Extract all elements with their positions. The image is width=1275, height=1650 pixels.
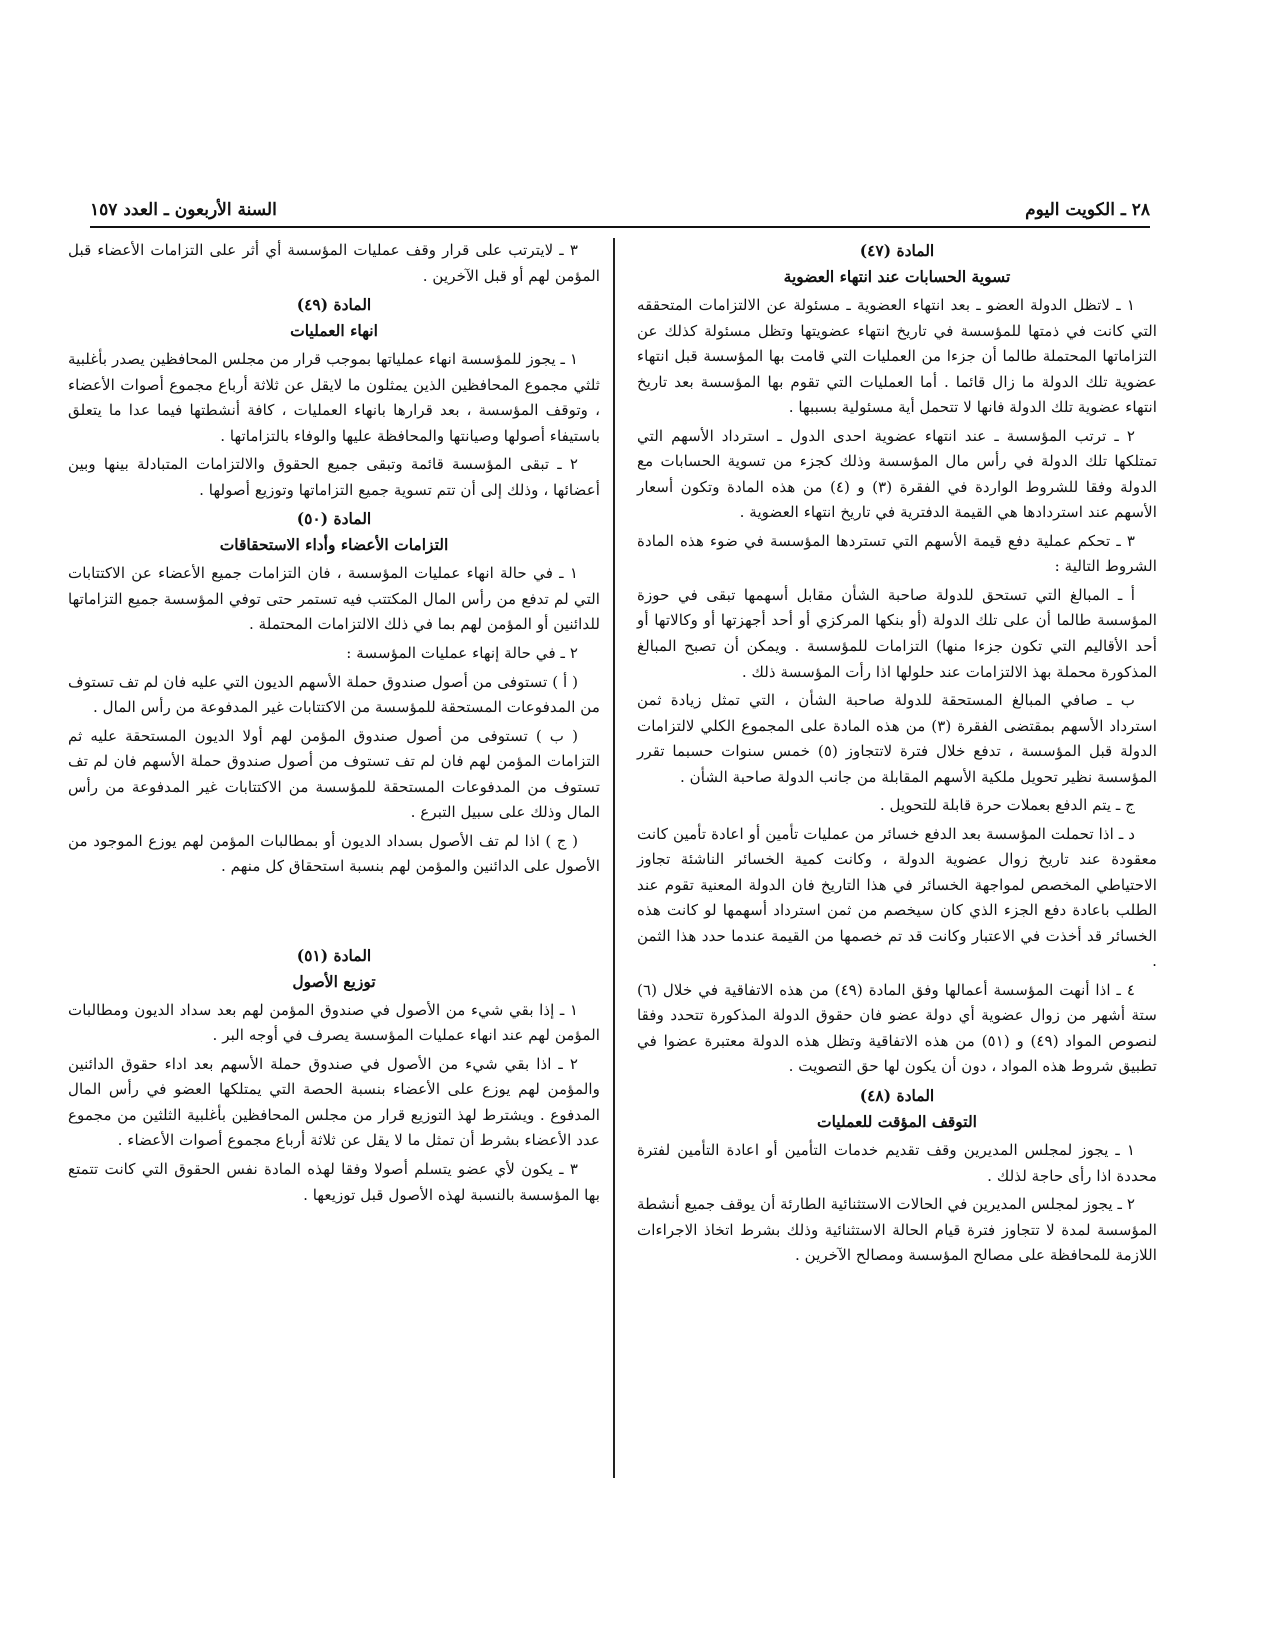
article-48-title: التوقف المؤقت للعمليات bbox=[816, 1112, 977, 1132]
article-48-para-2: ٢ ـ يجوز لمجلس المديرين في الحالات الاستثنائية الطارئة أن يوقف جميع أنشطة المؤسسة لمدة لا تتجاوز فترة قيام الحالة الاستثنائية وذلك بشرط اتخاذ الاجراءات اللازمة للمحافظة على مصالح المؤسسة ومصالح الآخرين . bbox=[637, 1195, 1157, 1265]
article-47-title: تسوية الحسابات عند انتهاء العضوية bbox=[783, 267, 1011, 287]
article-51-title: توزيع الأصول bbox=[292, 971, 376, 991]
article-50-para-2a: ( أ ) تستوفى من أصول صندوق حملة الأسهم الديون التي عليه فان لم تف تستوف من المدفوعات المستحقة للمؤسسة من الاكتتابات غير المدفوعة من رأس المال . bbox=[68, 672, 600, 717]
column-divider bbox=[613, 238, 615, 1478]
article-47-para-2: ٢ ـ ترتب المؤسسة ـ عند انتهاء عضوية احدى الدول ـ استرداد الأسهم التي تمتلكها تلك الدولة في رأس مال المؤسسة وذلك كجزء من تسوية الحسابات مع الدولة وفقا للشروط الواردة في الفقرة (٣) و (٤) من هذه المادة وتكون أسعار الأسهم عند استردادها هي القيمة الدفترية في تاريخ انتهاء العضوية . bbox=[637, 426, 1157, 522]
article-51-number: المادة (٥١) bbox=[296, 945, 372, 965]
blank-space bbox=[68, 883, 600, 943]
article-48-para-1: ١ ـ يجوز لمجلس المديرين وقف تقديم خدمات التأمين أو اعادة التأمين لفترة محددة اذا رأى حاجة لذلك . bbox=[637, 1141, 1157, 1185]
article-48-para-3: ٣ ـ لايترتب على قرار وقف عمليات المؤسسة أي أثر على التزامات الأعضاء قبل المؤمن لهم أو قبل الآخرين . bbox=[68, 241, 600, 285]
article-49-para-2: ٢ ـ تبقى المؤسسة قائمة وتبقى جميع الحقوق والالتزامات المتبادلة بينها وبين أعضائها ، وذلك إلى أن تتم تسوية جميع التزاماتها وتوزيع أصولها . bbox=[68, 455, 600, 499]
article-47-para-3c: ج ـ يتم الدفع بعملات حرة قابلة للتحويل . bbox=[879, 796, 1135, 815]
article-47-para-3: ٣ ـ تحكم عملية دفع قيمة الأسهم التي تستردها المؤسسة في ضوء هذه المادة الشروط التالية : bbox=[637, 531, 1157, 576]
year-and-issue: السنة الأربعون ـ العدد ١٥٧ bbox=[90, 200, 277, 220]
article-47-para-3d: د ـ اذا تحملت المؤسسة بعد الدفع خسائر من عمليات تأمين أو اعادة تأمين كانت معقودة عند تاريخ زوال عضوية الدولة ، وكانت كمية الخسائر الناشئة تجاوز الاحتياطي المخصص لمواجهة الخسائر في هذا التاريخ فان الدولة المعنية تقوم عند الطلب باعادة دفع الجزء الذي كان سيخصم من ثمن استرداد أسهمها لو كانت هذه الخسائر قد أخذت في الاعتبار وكانت قد تم خصمها من القيمة عندما حدد هذا الثمن . bbox=[637, 824, 1157, 971]
article-49-number: المادة (٤٩) bbox=[296, 295, 372, 315]
running-header bbox=[90, 200, 1150, 228]
article-49-para-1: ١ ـ يجوز للمؤسسة انهاء عملياتها بموجب قرار من مجلس المحافظين يصدر بأغلبية ثلثي مجموع المحافظين الذين يمثلون ما لايقل عن ثلاثة أرباع مجموع أصوات الأعضاء ، وتوقف المؤسسة ، بعد قرارها بانهاء العمليات ، كافة أنشطتها فيما عدا ما يتعلق باستيفاء أصولها وصيانتها والمحافظة عليها والوفاء بالتزاماتها . bbox=[68, 350, 600, 445]
article-47-number: المادة (٤٧) bbox=[859, 241, 935, 260]
article-50-number: المادة (٥٠) bbox=[296, 509, 372, 529]
article-47-para-4: ٤ ـ اذا أنهت المؤسسة أعمالها وفق المادة (٤٩) من هذه الاتفاقية في خلال (٦) ستة أشهر من زوال عضوية أي دولة عضو فان حقوق الدولة المذكورة تتحدد وفقا لنصوص المواد (٤٩) و (٥١) من هذه الاتفاقية وتظل هذه الدولة معتبرة عضوا في تطبيق شروط هذه المواد ، دون أن يكون لها حق التصويت . bbox=[637, 980, 1158, 1076]
right-column bbox=[637, 238, 1157, 1272]
article-47-para-3b: ب ـ صافي المبالغ المستحقة للدولة صاحبة الشأن ، التي تمثل زيادة ثمن استرداد الأسهم بمقتضى الفقرة (٣) من هذه المادة على المجموع الكلي لالتزامات الدولة قبل المؤسسة ، تدفع خلال فترة لاتتجاوز (٥) خمس سنوات حسبما تقرر المؤسسة نظير تحويل ملكية الأسهم المقابلة من جانب الدولة صاحبة الشأن . bbox=[637, 691, 1157, 786]
page-number-and-title: ٢٨ ـ الكويت اليوم bbox=[1025, 200, 1150, 220]
article-50-title: التزامات الأعضاء وأداء الاستحقاقات bbox=[219, 535, 449, 555]
article-51-para-3: ٣ ـ يكون لأي عضو يتسلم أصولا وفقا لهذه المادة نفس الحقوق التي كانت تتمتع بها المؤسسة بالنسبة لهذه الأصول قبل توزيعها . bbox=[68, 1160, 600, 1204]
article-47-para-1: ١ ـ لاتظل الدولة العضو ـ بعد انتهاء العضوية ـ مسئولة عن الالتزامات المتحققه التي كانت في ذمتها للمؤسسة في تاريخ انتهاء عضويتها وتظل مسئولة كذلك عن التزاماتها المحتملة طالما أن جزءا من العمليات التي قامت بها المؤسسة قبل انتهاء عضوية تلك الدولة ما زال قائما . أما العمليات التي تقوم بها المؤسسة بعد تاريخ انتهاء عضوية تلك الدولة فانها لا تتحمل أية مسئولية بسببها . bbox=[637, 296, 1157, 417]
article-50-para-1: ١ ـ في حالة انهاء عمليات المؤسسة ، فان التزامات جميع الأعضاء عن الاكتتابات التي لم تدفع من رأس المال المكتتب فيه تستمر حتى توفي المؤسسة جميع التزاماتها للدائنين أو المؤمن لهم بما في ذلك الالتزامات المحتملة . bbox=[68, 564, 600, 634]
article-51-para-2: ٢ ـ اذا بقي شيء من الأصول في صندوق حملة الأسهم بعد اداء حقوق الدائنين والمؤمن لهم يوزع على الأعضاء بنسبة الحصة التي يمتلكها العضو في رأس المال المدفوع . ويشترط لهذ التوزيع قرار من مجلس المحافظين بأغلبية الثلثين من مجموع عدد الأعضاء بشرط أن تمثل ما لا يقل عن ثلاثة أرباع مجموع أصوات الأعضاء . bbox=[68, 1054, 600, 1150]
article-50-para-2b: ( ب ) تستوفى من أصول صندوق المؤمن لهم أولا الديون المستحقة عليه ثم التزامات المؤمن لهم فان لم تف تستوف من أصول صندوق حملة الأسهم فان لم تف تستوف من المدفوعات المستحقة للمؤسسة من الاكتتابات غير المدفوعة من رأس المال وذلك على سبيل التبرع . bbox=[68, 726, 600, 822]
article-50-para-2c: ( ج ) اذا لم تف الأصول بسداد الديون أو بمطالبات المؤمن لهم يوزع الموجود من الأصول على الدائنين والمؤمن لهم بنسبة استحقاق كل منهم . bbox=[68, 831, 600, 876]
article-47-para-3a: أ ـ المبالغ التي تستحق للدولة صاحبة الشأن مقابل أسهمها تبقى في حوزة المؤسسة طالما أن على تلك الدولة (أو بنكها المركزي أو أحد أجهزتها أو وكالاتها أو أحد الأقاليم التي تكون جزءا منها) التزامات للمؤسسة . ويمكن أن تصبح المبالغ المذكورة محملة بهذ الالتزامات عند حلولها اذا رأت المؤسسة ذلك . bbox=[637, 585, 1157, 681]
article-51-para-1: ١ ـ إذا بقي شيء من الأصول في صندوق المؤمن لهم بعد سداد الديون ومطالبات المؤمن لهم عند انهاء عمليات المؤسسة يصرف في أوجه البر . bbox=[68, 1000, 600, 1045]
article-49-title: انهاء العمليات bbox=[290, 321, 378, 341]
article-48-number: المادة (٤٨) bbox=[859, 1086, 935, 1105]
left-column bbox=[68, 238, 600, 1211]
article-50-para-2: ٢ ـ في حالة إنهاء عمليات المؤسسة : bbox=[346, 643, 578, 662]
